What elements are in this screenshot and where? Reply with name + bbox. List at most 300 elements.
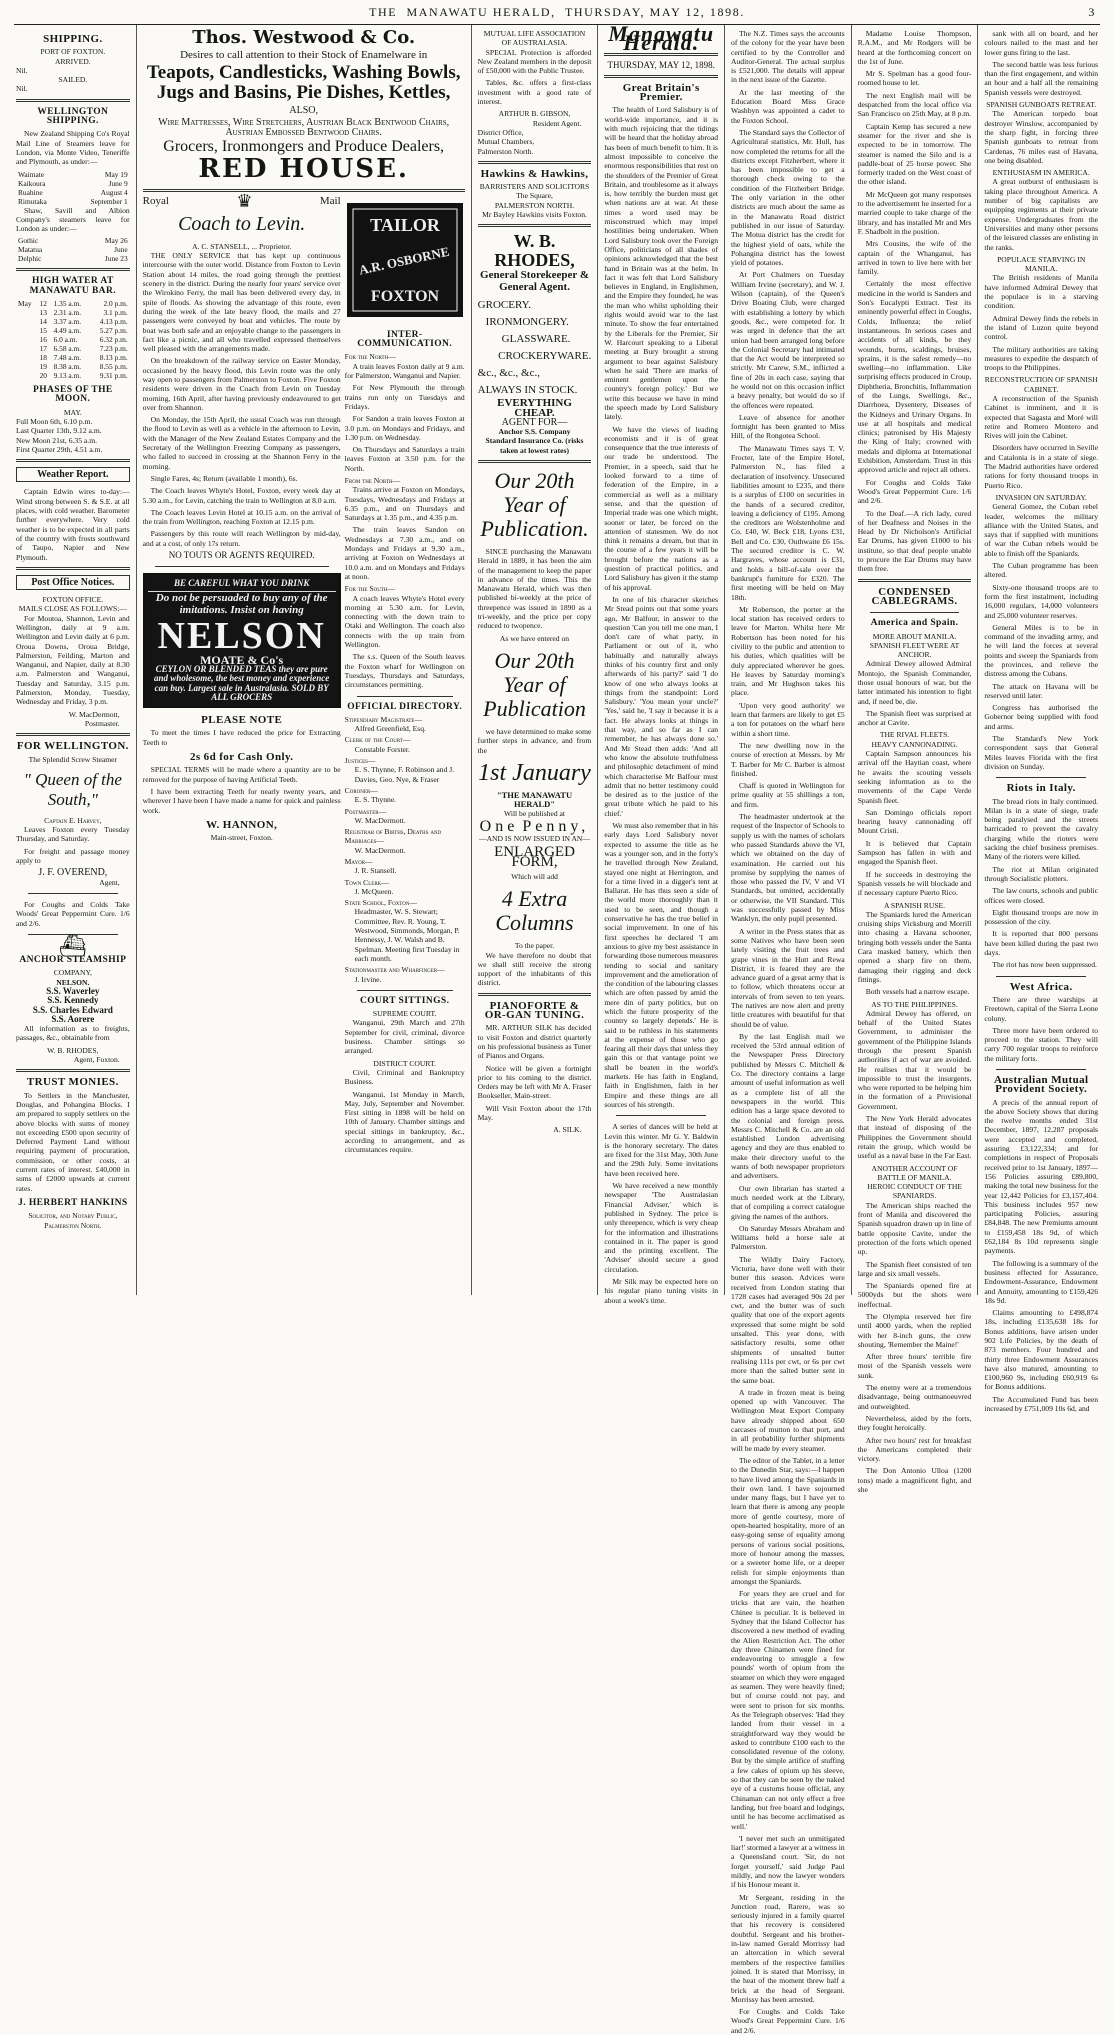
- col5-p4: At Port Chalmers on Tuesday William Irvine (secretary), and W. J. Wilson (captain), of the Queen's Drive Boating Club, were charged with establishing a lottery by which goods, &c., were competed for. It was urged in defence that the art union had been arranged long before the Colonial Secretary had intimated that the Act would be interpreted so strictly. Mr Carew, S.M., inflicted a fine of 20s in each case, saying that he would not on this occasion inflict a heavy penalty, but would do so if the offences were repeated.: [731, 270, 845, 410]
- anchor-company: COMPANY,: [53, 968, 92, 978]
- nelson-careful: BE CAREFUL WHAT YOU DRINK: [148, 579, 336, 591]
- tide-row-cell: 14: [39, 317, 47, 327]
- anchor-heading: ANCHOR STEAMSHIP: [19, 955, 127, 966]
- please-text: To meet the times I have reduced the price for Extracting Teeth to: [142, 728, 341, 747]
- tide-row-cell: 9.13 a.m.: [53, 371, 82, 381]
- anchor-info: All information as to freights, passages, &c., obtainable from: [16, 1024, 130, 1043]
- cable-7: The Spaniards lured the American cruising ships Vicksburg and Morrill into chasing a Havana schooner, bringing both vessels under the Santa Cara masked battery, which then opened a sharp fire on them, damaging their rigging and deck fittings.: [857, 909, 972, 984]
- coach-text-3: On Monday, the 15th April, the usual Coach was run through the flood to Levin as well as a vehicle in the afternoon to Levin, with the Manager of the New Zealand Estates Company and the Secretary of the Wellington Freezing Company as passengers, who failed to succeed in crossing at the Shannon Ferry in the morning.: [142, 415, 341, 471]
- cable-2: The Spanish fleet was surprised at anchor at Cavite.: [857, 708, 972, 728]
- post-office-heading: Post Office Notices.: [16, 575, 130, 590]
- silk-text: MR. ARTHUR SILK has decided to visit Foxton and district quarterly on his professional business as Tuner of Pianos and Organs.: [477, 1023, 592, 1061]
- col5-p7: Mr Robertson, the porter at the local station has received orders to leave for Marton. Whilst here Mr Robertson has been noted for his civility to the public and attention to his duties, which qualities will be duly appreciated wherever he goes. He leaves by Saturday morning's train, and Mr Hughson takes his place.: [731, 604, 845, 698]
- col6-p7: Certainly the most effective medicine in the world is Sanders and Son's Eucalypti Extract. Test its eminently powerful effect in Coughs, Colds, Influenza; the relief instantaneous. In serious cases and accidents of all kinds, be they wounds, burns, scaldings, bruises, sprains, it is the safest remedy—no swelling—no inflammation. Like surprising effects produced in Croup, Diphtheria, Bronchitis, Inflammation of the Lungs, Swellings, &c., Diarrhoea, Dysentery, Diseases of the Kidneys and Urinary Organs. In use at all hospitals and medical clinics; patronised by His Majesty the King of Italy; crowned with medals and diploma at International Exhibition, Amsterdam. Trust in this approved article and reject all others.: [857, 279, 972, 475]
- col6-p6: Mrs Cousins, the wife of the captain of the Whanganui, has arrived in town to live here with her family.: [857, 239, 972, 277]
- col5-p10: Chaff is quoted in Wellington for prime quality at 55 shillings a ton, and firm.: [731, 781, 845, 809]
- mla-heading: MUTUAL LIFE ASSOCIATION: [483, 29, 586, 38]
- coughs-ad-1: For Coughs and Colds Take Woods' Great Peppermint Cure. 1/6 and 2/6.: [16, 899, 130, 928]
- col7-p14: The attack on Havana will be reserved until later.: [984, 681, 1099, 700]
- postmaster-name: W. MacDermott,: [68, 709, 120, 719]
- col5-p15: On Saturday Messrs Abraham and Williams held a horse sale at Palmerston.: [731, 1223, 845, 1252]
- ship-row: [16, 236, 130, 245]
- tide-row-cell: 18: [39, 353, 47, 363]
- directory-holder: Headmaster, W. S. Stewart; Committee, Rev. R. Young, T. Westwood, Simmonds, Morgan, P. Hennessy, J. W. Walsh and B. Spelman. Meeting first Tuesday in each month.: [354, 907, 460, 963]
- cable-16: The enemy were at a tremendous disadvantage, being outmanoeuvred and outweighted.: [857, 1383, 972, 1411]
- district-text-2: Wanganui, 1st Monday in March, May, July, September and November. First sitting in 1898 will be held on 10th of January. Chamber sittings and special sittings in bankruptcy, &c., according to arrangement, and as circumstances require.: [344, 1089, 465, 1155]
- moon-month: MAY.: [63, 407, 82, 417]
- col5-p12: A writer in the Press states that as some Natives who have been seen lately visiting the fruit trees and grape vines in the Hutt and Rewa District, it is feared they are the advance guard of a great army that is to follow, which threatens occur at intervals of from seven to ten years. The natives are now alert and pretty little creatures with beautiful fur that should be of value.: [731, 926, 845, 1029]
- tide-row-cell: 4.13 p.m.: [99, 317, 128, 327]
- grocers-heading: Grocers, Ironmongers and Produce Dealers,: [163, 137, 445, 155]
- tide-row-cell: [16, 371, 38, 380]
- wire-mattresses: Wire Mattresses, Wire Stretchers, Austrian Black Bentwood Chairs, Austrian Embossed Bentwood Chairs.: [158, 117, 450, 138]
- spanish-ruse: A SPANISH RUSE.: [883, 900, 946, 910]
- tide-row-cell: 13: [39, 308, 47, 318]
- silk-signature: A. SILK.: [553, 1125, 582, 1135]
- gunboats-heading: SPANISH GUNBOATS RETREAT.: [986, 100, 1097, 110]
- ship-row-cell: June 9: [108, 178, 128, 188]
- ships-table-1: [16, 170, 130, 206]
- cable-10: The New York Herald advocates that instead of disposing of the Philippines the Government should retain the group, which would be useful as a naval base in the Far East.: [857, 1114, 972, 1161]
- col7-p10: General Gomez, the Cuban rebel leader, welcomes the military alliance with the United States, and says that if supplied with munitions of war the Cuban rebels would be able to finish off the Spaniards.: [984, 502, 1099, 558]
- weather-heading: Weather Report.: [16, 467, 130, 482]
- col5-p2: At the last meeting of the Education Board Miss Grace Washbyn was appointed a cadet to the Foxton School.: [731, 87, 845, 125]
- cable-3: Captain Sampson announces his arrival off the Haytian coast, where he awaits the scouting vessels seeking information as to the movements of the Cape Verde Spanish fleet.: [857, 749, 972, 805]
- mail-label: Mail: [319, 194, 341, 207]
- col4-p2: We have the views of leading economists and it is of great consequence that the true interests of our trade be understood. The Premier, in a speech, said that he looked forward to a time of federation of the Empire, in a commercial as well as a military sense, and that the question of Imperial trade was one which might, sooner or later, be forced on the attention of statesmen. We do not think it remains a dream, but that in the course of a few years it will be brought before the nations as a question of practical politics, and Lord Salisbury has given it the stamp of his approval.: [604, 424, 719, 592]
- moon-heading: PHASES OF THE MOON.: [33, 385, 113, 405]
- column-4: [598, 21, 725, 1305]
- teeth-price: 2s 6d for Cash Only.: [189, 751, 294, 764]
- col7-p25: A precis of the annual report of the above Society shows that during the twelve months ended 31st December, 1897, 12,287 proposals were accepted and completed, assuring £3,122,334; and for completions in respect of Proposals received prior to 1st January, 1897—156 Policies assuring £89,800, making the total new business for the year 12,442 Policies for £3,157,404. This business includes 957 new participating Policies, assuring £84,848. The new Premiums amount to £159,458 18s 9d, of which £62,184 8s 10d represents single payments.: [984, 1097, 1099, 1256]
- tide-row-cell: 6.0 a.m.: [53, 335, 78, 345]
- wellington-intro: New Zealand Shipping Co's Royal Mail Line of Steamers leave for London, via Monte Video, Teneriffe and Plymouth, as under:—: [16, 129, 130, 167]
- tide-row-cell: 5.27 p.m.: [99, 326, 128, 336]
- weather-text: Captain Edwin wires to-day:—Wind strong between S. & S.E. at all places, with cold weather. Barometer further everywhere. Very cold weather is to be expected in all parts of the country with frosts southward of Taupo, Napier and New Plymouth.: [16, 487, 130, 562]
- col7-p18: The riot at Milan originated through Socialistic plotters.: [984, 864, 1099, 883]
- tide-heading: HIGH WATER AT MANAWATU BAR.: [29, 276, 116, 296]
- westwood-desires: Desires to call attention to their Stock of Enamelware in: [180, 48, 428, 61]
- coach-text-5: The Coach leaves Whyte's Hotel, Foxton, every week day at 5.30 a.m., for Levin, catching the train to Wellington at 8.0 a.m.: [142, 486, 341, 505]
- coach-text-7: Passengers by this route will reach Wellington by mid-day, and at a cost, of only 17s return.: [142, 529, 341, 548]
- directory-holder: E. S. Thynne.: [354, 795, 397, 805]
- tide-row-cell: [16, 317, 38, 326]
- tide-row-cell: 20: [39, 371, 47, 381]
- col5-p6: The Manawatu Times says T. V. Frocter, late of the Empire Hotel, Palmerston N., has filed a declaration of insolvency. Unsecured liabilities amount to £235, and there is a surplus of £100 on securities in the hands of a secured creditor, leaving a deficiency of £195. Among the creditors are Wolstenholme and Co. £40, W. Beck £18, Lyons £31, Bell and Co. £30, Outhwaite £6 15s. The secured creditor is C. W. Hargraves, whose account is £31, and holds a bill-of-sale over the bankrupt's furniture for £320. The first meeting will be held on May 18th.: [731, 443, 845, 602]
- supreme-heading: SUPREME COURT.: [372, 1009, 437, 1019]
- anchor-ship-name: S.S. Kennedy: [47, 995, 99, 1006]
- sailed-nil: Nil.: [16, 84, 28, 94]
- tailor-text-1: TAILOR: [369, 214, 440, 235]
- gibson-name: ARTHUR B. GIBSON,: [498, 109, 571, 119]
- foxton-office: FOXTON OFFICE.: [42, 595, 104, 605]
- hawkins-heading: Hawkins & Hawkins,: [480, 167, 589, 180]
- col7-p28: The Accumulated Fund has been increased by £751,009 10s 6d, and: [984, 1394, 1099, 1414]
- col4-p1: The health of Lord Salisbury is of world-wide importance, and it is with much rejoicing that the tidings will be heard that the holiday abroad has been of much benefit to him. It is almost impossible to conceive the enormous responsibilities that rest on the shoulders of the Premier of Great Britain, and troublesome as it always is, how terribly the burden must get when nations are at war. At these times a word used may be misconstrued which may impel hostilities being undertaken. When Lord Salisbury took over the Foreign Office, politicians of all shades of opinions acknowledged that the best hand in Britain was at the helm. In fact it was felt that Lord Salisbury believes in England, in Englishmen, and the Empire they founded, he was the man who whilst upholding their rights would avoid war to the last minute. To show the fear entertained by the Liberals for the Premier, Sir W. Harcourt speaking to a Liberal meeting at Bury brought a strong argument to bear against Salisbury when he said 'There are marks of eminent gentlemen upon the country's foreign policy.' But we write this because we have in mind the speech made by Lord Salisbury lately.: [604, 105, 719, 422]
- directory-holder: J. Irvine.: [354, 974, 382, 984]
- directory-office: Registrar of Births, Deaths and Marriages—: [344, 827, 442, 846]
- tide-row-cell: 2.31 a.m.: [53, 308, 82, 318]
- tide-row-cell: 3.37 a.m.: [53, 317, 82, 327]
- tide-row-cell: 16: [39, 335, 47, 345]
- hankins-place: Palmerston North.: [44, 1220, 102, 1230]
- directory-holder: W. MacDermott.: [354, 815, 406, 825]
- ship-row-cell: May 26: [104, 236, 128, 246]
- cable-17: Nevertheless, aided by the forts, they fought heroically.: [857, 1413, 972, 1433]
- sailed-heading: SAILED.: [58, 75, 88, 85]
- col4-p7: Mr Silk may be expected here on his regular piano tuning visits in about a week's time.: [604, 1277, 719, 1305]
- westwood-heading: Thos. Westwood & Co.: [192, 27, 416, 48]
- directory-office: Stipendiary Magistrate—: [344, 714, 423, 724]
- cable-6: If he succeeds in destroying the Spanish vessels he will blockade and if necessary capture Puerto Rico.: [857, 869, 972, 898]
- special-terms: SPECIAL TERMS will be made where a quantity are to be removed for the purpose of having Artificial Teeth.: [142, 765, 341, 784]
- anchor-ship-name: S.S. Charles Edward: [32, 1004, 113, 1015]
- tide-row-cell: [16, 335, 38, 344]
- directory-office: Coroner—: [344, 785, 378, 795]
- overend-title: Agent,: [99, 877, 120, 887]
- heavy-cannonading: HEAVY CANNONADING.: [871, 739, 958, 749]
- col5-p18: The editor of the Tablet, in a letter to the Dunedin Star, says:—I happen to have lived among the Spaniards in their own land. I have sojourned under many flags, but I have yet to learn that there is among any people more of gentle courtesy, more of open-hearted hospitality, more of an easy-going sense of equality among persons of various social positions, more of honour among the masses, or a sweeter home life, or a deeper relish for simple enjoyments than amongst the Spaniards.: [731, 1455, 845, 1586]
- for-wellington-heading: FOR WELLINGTON.: [16, 740, 129, 753]
- tide-row-cell: 7.23 p.m.: [99, 344, 128, 354]
- col7-p24: Three more have been ordered to proceed to the station. They will carry 700 regular troops to reinforce the military forts.: [984, 1025, 1099, 1063]
- col6-p3: The next English mail will be despatched from the local office via San Francisco on 25th May, at 8 p.m.: [857, 90, 972, 119]
- tide-row-cell: 17: [39, 344, 47, 354]
- col6-p4: Captain Kemp has secured a new steamer for the river and she is expected to be in tomorrow. The steamer is named the Silo and is a paddle-boat of 25 horse power. She formerly traded on the West coast of the other island.: [857, 121, 972, 187]
- tide-row-cell: 4.49 a.m.: [53, 326, 82, 336]
- directory-office: Town Clerk—: [344, 877, 389, 887]
- from-north-2: The train leaves Sandon on Wednesdays at 7.30 a.m., and on Mondays and Fridays at 9.30 a.m., arriving at Foxton on Wednesdays at 10.0 a.m. and on Mondays and Fridays at noon.: [344, 525, 465, 581]
- standard-insurance: Standard Insurance Co. (risks taken at lowest rates): [485, 436, 584, 455]
- cable-14: The Olympia reserved her fire until 4000 yards, when the replied with her 8-inch guns, the crew shouting, 'Remember the Maine!': [857, 1312, 972, 1349]
- america-spain: America and Spain.: [870, 618, 959, 629]
- ship-row: [16, 254, 130, 263]
- from-north-1: Trains arrive at Foxton on Mondays, Tuesdays, Wednesdays and Fridays at 6.35 p.m., and on Thursdays and Saturdays at 1.35 p.m., and 4.35 p.m.: [344, 485, 465, 523]
- gibson-place: Palmerston North.: [477, 146, 534, 156]
- populace-heading: POPULACE STARVING IN MANILA.: [997, 254, 1086, 274]
- paper-title: Manawatu Herald.: [608, 21, 715, 56]
- anchor-ship-name: S.S. Aorere: [51, 1013, 95, 1024]
- south-1: A coach leaves Whyte's Hotel every morning at 5.30 a.m. for Levin, connecting with the down train to Otaki and Wellington. The coach also connects with the up train from Wellington.: [344, 593, 465, 650]
- mla-text-2: Tables, &c. offers a first-class investment with a good rate of interest.: [477, 78, 592, 107]
- col4-p4: We must also remember that in his early days Lord Salisbury never expected to assume the title as he was a younger son, and in the forty's he travelled through New Zealand, stayed one night at Herrington, and for a time lived in a digger's tent at Ballarat. He has thus seen a side of the world more thoroughly than it used to be seen, and though a conservative he has the true belief in social improvement. In one of his first speeches he declared 'I am anxious to give my best assistance in forwarding those numerous measures tending to social and sanitary improvement and the amelioration of the condition of the labouring classes which are often passed by amid the mere din of party politics, but on which the future prosperity of the country so largely depends.' He is said to be ruthless in his statements at the expense of those who go fearing all their days that unless they gain this or that vantage point we shall be beaten in the world's markets. He has faith in England, faith in Englishmen, faith in her Empire and these things are all sources of his strength.: [604, 821, 719, 1109]
- col7-p27: Claims amounting to £498,874 18s, including £135,638 18s for Bonus additions, have arisen under 902 Life Policies, by the death of 873 members. Four hundred and thirty three Endowment Assurances have also matured, amounting to £100,960 9s, including £60,919 6s for Bonus additions.: [984, 1308, 1099, 1392]
- tide-row-cell: 7.48 a.m.: [53, 353, 82, 363]
- directory-office: State School, Foxton—: [344, 898, 418, 908]
- coach-text-6: The Coach leaves Levin Hotel at 10.15 a.m. on the arrival of the train from Wellington, reaching Foxton at 12.15 p.m.: [142, 507, 341, 527]
- ship-icon: ⛴: [58, 932, 87, 958]
- ship-row-cell: May 19: [104, 169, 128, 179]
- queen-of-south: " Queen of the South,": [23, 769, 122, 809]
- anchor-ship-name: S.S. Waverley: [46, 986, 100, 996]
- cable-8: Both vessels had a narrow escape.: [865, 987, 970, 997]
- col7-p5: The British residents of Manila have informed Admiral Dewey that the populace is in a starving condition.: [984, 273, 1099, 311]
- also: ALSO,: [289, 105, 318, 117]
- tide-row: [16, 299, 130, 308]
- ships-table-2: [16, 236, 130, 263]
- col5-p14: Our own librarian has started a much needed work at the Library, that of compiling a correct catalogue giving the names of the authors.: [731, 1183, 845, 1221]
- since-text: SINCE purchasing the Manawatu Herald in 1889, it has been the aim of the management to keep the paper in advance of the times. This the Manawatu Herald, which was then published bi-weekly at the price of threepence was issued in 1890 as a tri-weekly, and the price per copy reduced to twopence.: [477, 547, 592, 631]
- no-touts: NO TOUTS OR AGENTS REQUIRED.: [168, 550, 315, 561]
- col7-p9: Disorders have occurred in Seville and Catalonia is in a state of siege. The Madrid authorities have ordered rations for forty thousand troops in Puerto Rico.: [984, 443, 1099, 490]
- directory-holder: Alfred Greenfield, Esq.: [354, 724, 426, 734]
- col6-p1: Madame Louise Thompson, R.A.M., and Mr Rodgers will be heard at the forthcoming concert on the 1st of June.: [857, 29, 972, 66]
- mla-heading-2: OF AUSTRALASIA.: [501, 38, 568, 48]
- directory-office: Stationmaster and Wharfinger—: [344, 965, 445, 975]
- tide-table: [16, 299, 130, 380]
- col7-p4: A great outburst of enthusiasm is taking place throughout America. A number of big capitalists are equipping regiments at their private expense. Undergraduates from the Universities and many other persons of the leisured classes are enlisting in the ranks.: [984, 177, 1099, 252]
- captain: Captain E. Harvey,: [44, 815, 102, 825]
- agent-for: AGENT FOR—: [501, 416, 568, 428]
- extra-columns: 4 Extra Columns: [495, 886, 574, 936]
- col7-p21: It is reported that 800 persons have been killed during the past two days.: [984, 929, 1099, 958]
- rhodes-etc: &c., &c., &c.,: [477, 367, 540, 380]
- directory-holder: J. R. Stansell.: [354, 866, 397, 876]
- masthead-date: THURSDAY, MAY 12, 1898.: [564, 4, 745, 19]
- col7-p11: The Cuban programme has been altered.: [984, 561, 1099, 580]
- moon-phase: New Moon 21st, 6.35 a.m.: [16, 435, 97, 445]
- moon-phase: Full Moon 6th, 6.10 p.m.: [16, 416, 93, 426]
- another-account: ANOTHER ACCOUNT OF BATTLE OF MANILA.: [871, 1163, 958, 1182]
- page-number: 3: [1088, 5, 1096, 19]
- col7-p7: The military authorities are taking measures to expedite the despatch of troops to the Philippines.: [984, 344, 1099, 373]
- col6-p2: Mr S. Spelman has a good four-roomed house to let.: [857, 69, 972, 88]
- col7-p13: General Miles is to be in command of the invading army, and he will land the forces at several points and sweep the Spaniards from the provinces, and relieve the distress among the Cubans.: [984, 622, 1099, 679]
- tailor-text-2: A.R. OSBORNE: [357, 243, 451, 278]
- col7-p6: Admiral Dewey finds the rebels in the island of Luzon quite beyond control.: [984, 313, 1099, 342]
- col5-p20: 'I never met such an unmitigated liar!' stormed a lawyer at a witness in a Queensland court. 'Sir, do not forget yourself,' said Judge Paul mildly, and now the lawyer wonders if his Honour meant it.: [731, 1833, 845, 1890]
- col7-p16: The Standard's New York correspondent says that General Miles leaves Florida with the first division on Sunday.: [984, 734, 1099, 771]
- ship-row-cell: June: [114, 245, 128, 255]
- ship-row-cell: September 1: [90, 196, 128, 206]
- silk-text-3: Will Visit Foxton about the 17th May.: [477, 1103, 592, 1122]
- col5-p21: Mr Sergeant, residing in the Junction road, Rarere, was so seriously injured in a family quarrel that his recovery is considered doubtful. Sergeant and his brother-in-law named Gerald Morrissy had an altercation in which several members of the respective families joined. It is stated that Morrissy, in the heat of the moment threw half a brick at the head of Sergeant. Morrissy has been arrested.: [731, 1892, 845, 2004]
- coach-to-levin: Coach to Levin.: [178, 212, 306, 235]
- rhodes-always: ALWAYS IN STOCK.: [477, 384, 578, 397]
- tide-row-cell: 3.1 p.m.: [103, 308, 128, 318]
- riots-heading: Riots in Italy.: [1006, 782, 1076, 795]
- trust-monies-heading: TRUST MONIES.: [26, 1076, 119, 1089]
- ship-row-cell: Kaikoura: [18, 178, 46, 188]
- anchor-agent-title: Agent, Foxton.: [73, 1055, 120, 1065]
- south-2: The s.s. Queen of the South leaves the Foxton wharf for Wellington on Tuesdays, Thursdays and Saturdays, circumstances permitting.: [344, 652, 465, 690]
- postmaster-title: Postmaster.: [84, 718, 120, 728]
- district-text: Civil, Criminal and Bankruptcy Business.: [344, 1067, 465, 1087]
- ship-row-cell: Waimate: [18, 169, 45, 179]
- nelson-persuaded: Do not be persuaded to buy any of the imitations. Insist on having: [155, 591, 328, 616]
- hannon-address: Main-street, Foxton.: [210, 833, 273, 843]
- tailor-logo: [345, 201, 465, 319]
- shaw-intro: Shaw, Savill and Albion Company's steamers leave for London as under:—: [16, 205, 130, 234]
- gibson-title: Resident Agent.: [532, 118, 582, 128]
- col7-p1: sank with all on board, and her colours nailed to the mast and her lower guns firing to the last.: [984, 29, 1099, 57]
- court-heading: COURT SITTINGS.: [359, 995, 450, 1006]
- directory-holder: J. McQueen.: [354, 886, 394, 896]
- hawkins-place: PALMERSTON NORTH.: [494, 200, 575, 210]
- col5-p13: By the last English mail we received the 53rd annual edition of the Newspaper Press Directory published by Messrs C. Mitchell & Co. The directory contains a large amount of useful information as well as a complete list of all the newspapers in the world. This edition has a large space devoted to the colonial and foreign press. Messrs C. Mitchell & Co. are an old established London advertising agency and they are thus enabled to make their directory useful to the wants of both newspaper proprietors and advertisers.: [731, 1031, 845, 1181]
- overend-name: J. F. OVEREND,: [38, 867, 108, 879]
- ship-row-cell: Gothic: [18, 236, 39, 246]
- mla-text: SPECIAL Protection is afforded New Zealand members in the deposit of £50,000 with the Public Trustee.: [477, 47, 592, 76]
- rhodes-crockery: CROCKERYWARE.: [498, 350, 592, 363]
- rhodes-glassware: GLASSWARE.: [501, 333, 571, 346]
- tide-row-cell: 19: [39, 362, 47, 372]
- silk-text-2: Notice will be given a fortnight prior to his coming to the district. Orders may be left with Mr A. Fraser Bookseller, Main-street.: [477, 1063, 592, 1101]
- directory-heading: OFFICIAL DIRECTORY.: [347, 701, 463, 712]
- arrived-nil: Nil.: [16, 65, 28, 75]
- col6-p9: To the Deaf.—A rich lady, cured of her Deafness and Noises in the Head by Dr Nicholson's Artificial Ear Drums, has given £1000 to his institute, so that deaf people unable to procure the Ear Drums may have them free.: [857, 508, 972, 574]
- tide-row-cell: 6.32 p.m.: [99, 335, 128, 345]
- masthead-title: MANAWATU HERALD,: [406, 4, 556, 19]
- nelson-ceylon: CEYLON OR BLENDED TEAS they are pure and wholesome, the best money and experience can buy. Largest sale in Australasia. SOLD BY ALL GROCERS: [154, 663, 330, 702]
- ship-row: [16, 170, 130, 179]
- heroic-conduct: HEROIC CONDUCT OF THE SPANIARDS.: [867, 1182, 962, 1201]
- cable-12: The Spanish fleet consisted of ten large and six small vessels.: [857, 1259, 972, 1278]
- determined-text: we have determined to make some further steps in advance, and from the: [477, 726, 592, 755]
- tide-row: [16, 335, 130, 344]
- col6-p5: Mr McQueen got many responses to the advertisement he inserted for a married couple to take charge of the library, and has installed Mr and Mrs F. Shadbolt in the position.: [857, 189, 972, 236]
- cable-5: It is believed that Captain Sampson has fallen in with and engaged the Spanish fleet.: [857, 838, 972, 867]
- col4-p3: In one of his character sketches Mr Stead points out that some years ago, Mr Balfour, in answer to the question 'Can you tell me one man, I don't care of what party, in Parliament or out of it, who habitually and naturally always thinks of his country first and only afterwards of his party?' said 'I do know of one who always looks at things from the standpoint: Lord Salisbury.' 'You mean your uncle?' 'Yes,' said he, 'I say it because it is a fact. He always looks at things in that way, and so far as I can remember, he has always done so.' And Mr Stead then adds: 'And all who know the absolute truthfulness and philosophic detachment of mind which characterise Mr Balfour must admit that no better testimony could be desired as to the justice of the great tribute which he paid to his chief.': [604, 594, 719, 818]
- ship-row-cell: Delphic: [18, 254, 42, 264]
- tide-row: [16, 326, 130, 335]
- col5-p17: A trade in frozen meat is being opened up with Vancouver. The Wellington Meat Export Company have already shipped about 650 carcases of mutton to that port, and in all probability further shipments will be made by every steamer.: [731, 1387, 845, 1453]
- tide-row-cell: 2.0 p.m.: [103, 299, 128, 309]
- gibson-chambers: Mutual Chambers,: [477, 137, 535, 147]
- directory-office: Justices—: [344, 756, 376, 766]
- to-paper: To the paper.: [514, 941, 555, 951]
- rhodes-list: [478, 297, 592, 399]
- twentieth-year-2: Our 20th Year of Publication: [483, 647, 586, 721]
- nelson-tea-ad: [143, 573, 341, 708]
- for-north: For the North—: [344, 352, 396, 362]
- district-heading: DISTRICT COURT.: [373, 1058, 436, 1068]
- tide-row: [16, 344, 130, 353]
- nelson-brand: NELSON: [157, 614, 326, 657]
- tide-row-cell: 8.13 p.m.: [99, 353, 128, 363]
- enthusiasm-heading: ENTHUSIASM IN AMERICA.: [992, 168, 1090, 178]
- gibson-office: District Office,: [477, 127, 524, 137]
- tide-row: [16, 308, 130, 317]
- tide-row-cell: [16, 362, 38, 371]
- col4-p6: We have received a new monthly newspaper 'The Australasian Financial Adviser,' which is published in Sydney. The price is only threepence, which is very cheap for the information and illustrations contained in it. The paper is good and the printing excellent. The 'Adviser' should secure a good circulation.: [604, 1181, 719, 1274]
- issued-in: —AND IS NOW ISSUED IN AN—: [478, 834, 591, 844]
- hawkins-square: The Square,: [516, 191, 553, 201]
- col5-p5: Leave of absence for another fortnight has been granted to Miss Hill, of the Rongotea School.: [731, 412, 845, 441]
- tide-row-cell: 1.35 a.m.: [53, 299, 82, 309]
- col7-p22: The riot has now been suppressed.: [992, 960, 1097, 970]
- shipping-heading: SHIPPING.: [43, 33, 103, 45]
- col5-p9: The new dwelling now in the course of erection at Messrs. by Mr T. Barber for Mr C. Barber is almost finished.: [731, 740, 845, 778]
- fleet-heading: SPANISH FLEET WERE AT ANCHOR.: [869, 640, 960, 660]
- cable-4: San Domingo officials report hearing heavy cannonading off Mount Cristi.: [857, 807, 972, 836]
- published-at: Will be published at: [503, 809, 566, 819]
- port-heading: PORT OF FOXTON.: [40, 47, 106, 57]
- rhodes-heading: W. B. RHODES,: [494, 231, 575, 271]
- cable-15: After three hours' terrible fire most of the Spanish vessels were sunk.: [857, 1352, 972, 1380]
- tide-row: [16, 353, 130, 362]
- cable-11: The American ships reached the front of Manila and discovered the Spanish squadron drawn up in line of battle opposite Cavite, under the protection of the forts which opened up.: [857, 1200, 972, 1257]
- cable-1: Admiral Dewey allowed Admiral Montojo, the Spanish Commander, those usual honours of war, but the latter intimated his intention to fight and, if need be, die.: [857, 659, 972, 706]
- extracted-text: I have been extracting Teeth for nearly twenty years, and wherever I have been I have made a name for quick and painless work.: [142, 786, 341, 815]
- hannon-name: W. HANNON,: [206, 818, 278, 831]
- col5-p11: The headmaster undertook at the request of the Inspector of Schools to supply us with the names of scholars who passed Standards above the VI, which we obtained on the day of examination. He carried out his promise by supplying the names of those who passed the IV, V and VI Standards, but omitted, accidentally or otherwise, the VII Standard. This was successfully passed by Miss Wanklyn, the only pupil presented.: [731, 812, 845, 924]
- directory-office: Postmaster—: [344, 806, 387, 816]
- reconstruction-heading: RECONSTRUCTION OF SPANISH CABINET.: [984, 375, 1098, 394]
- hankins-title: Solicitor, and Notary Public,: [28, 1211, 118, 1221]
- tide-row-cell: 6.58 a.m.: [53, 344, 82, 354]
- directory-office: Clerk of the Court—: [344, 735, 411, 745]
- col5-p22: For Coughs and Colds Take Wood's Great Peppermint Cure. 1/6 and 2/6.: [731, 2007, 845, 2035]
- coach-text-4: Single Fares, 4s; Return (available 1 month), 6s.: [150, 473, 298, 483]
- column-3: [472, 25, 599, 1295]
- coach-ad: [142, 190, 341, 1158]
- anchor-ships: [16, 987, 130, 1024]
- wellington-shipping-heading: WELLINGTON SHIPPING.: [37, 106, 109, 127]
- royal-crest-icon: ♛: [236, 190, 253, 211]
- paper-date: THURSDAY, MAY 12, 1898.: [607, 59, 715, 70]
- entered-text: As we have entered on: [499, 633, 570, 643]
- anchor-company-agent: Anchor S.S. Company: [498, 427, 571, 437]
- col5-p8: 'Upon very good authority' we learn that farmers are likely to get £5 a ton for potatoes on the wharf here within a short time.: [731, 700, 845, 738]
- first-january: 1st January: [478, 759, 591, 786]
- piano-heading: PIANOFORTE & OR-GAN TUNING.: [484, 999, 585, 1022]
- ship-row-cell: Rimutaka: [18, 196, 47, 206]
- penny: Penny,: [522, 817, 590, 835]
- one-penny: [478, 817, 592, 835]
- ship-row-cell: Ruahine: [18, 187, 43, 197]
- anchor-nelson: NELSON.: [56, 977, 90, 987]
- col7-p19: The law courts, schools and public offices were closed.: [984, 886, 1099, 905]
- teapots-heading: Teapots, Candlesticks, Washing Bowls, Jugs and Basins, Pie Dishes, Kettles,: [146, 62, 461, 104]
- royal-label: Royal: [142, 194, 169, 207]
- leaves-foxton: Leaves Foxton every Tuesday Thursday, and Saturday.: [16, 825, 130, 844]
- trust-text: To Settlers in the Manchester, Douglas, and Pohangina Blocks. I am prepared to supply settlers on the above blocks with sums of money not exceeding £500 upon security of Deferred Payment Land without requiring payment of procuration, commission, or other costs, at current rates of interest. £40,000 in sums of £2000 upwards at current rates.: [16, 1090, 130, 1193]
- coach-text-2: On the breakdown of the railway service on Easter Monday, occasioned by the heavy flood, this Levin route was the only way open to passengers from Palmerston to Foxton. Five Foxton residents were driven in the Coach from Levin on Tuesday morning, 16th April, after having previously endeavoured to get over from Shannon.: [142, 356, 341, 412]
- timetable-column: [345, 197, 465, 1158]
- tide-row-cell: May: [18, 299, 32, 309]
- directory-office: Mayor—: [344, 856, 373, 866]
- column-1: [10, 25, 137, 1295]
- col5-p3: The Standard says the Collector of Agricultural statistics, Mr. Hull, has now completed the returns for all the districts except Fitzherbert, where it has been impossible to get a thorough check owing to the condition of the Fitzherbert Bridge. The only variation in the other districts are much about the same as in the Manawatu Road district published in our issue of Saturday. The Motua district has the credit for the highest yield of oats, while the Pohangina district has the lowest yield of potatoes.: [731, 127, 845, 268]
- arrived-heading: ARRIVED.: [55, 56, 91, 66]
- col7-p2: The second battle was less furious than the first engagement, and within an hour and a half all the remaining Spanish vessels were destroyed.: [984, 59, 1099, 97]
- tide-row: [16, 317, 130, 326]
- one: One: [479, 817, 519, 835]
- coach-text-1: THE ONLY SERVICE that has kept up continuous intercourse with the outer world. Distance from Foxton to Levin Station about 14 miles, the road going through the prettiest scenery in the district. During the nearly four years' service over the Wirokino Ferry, the mail has been delivered every day, in spite of floods. As showing the advantage of this route, even during the week of the late heavy flood, the mails and 27 passengers were conveyed by boat and vehicles. The route by boat was both safe and an enjoyable change to the passengers in fact like a picnic, and all who travelled expressed themselves well pleased with the arrangements made.: [142, 251, 341, 354]
- ship-row-cell: August 4: [100, 187, 128, 197]
- masthead-left: THE: [369, 4, 398, 19]
- cablegrams-heading: CONDENSED CABLEGRAMS.: [871, 585, 958, 607]
- red-house: RED HOUSE.: [198, 154, 409, 185]
- directory-holder: Constable Forster.: [354, 744, 410, 754]
- cable-9: Admiral Dewey has offered, on behalf of the United States Government, to administer the government of the Philippine Islands through the present Spanish authorities if act of war are avoided. He realises that it would be impossible to trust the insurgents, who were reported to be helping him in the formation of a Provisional Government.: [857, 1008, 972, 1111]
- col4-p5: A series of dances will be held at Levin this winter. Mr G. Y. Baldwin is the honorary secretary. The dates are fixed for the 31st May, 30th June and the 29th July. Some invitations have been received here.: [604, 1122, 719, 1178]
- west-africa-heading: West Africa.: [1009, 980, 1073, 993]
- hawkins-visits: Mr Bayley Hawkins visits Foxton.: [482, 210, 587, 220]
- moon-phase: First Quarter 29th, 4.51 a.m.: [16, 444, 103, 454]
- col5-p1: The N.Z. Times says the accounts of the colony for the year have been certified to by the Controller and Auditor-General. The actual surplus is £521,000. The details will appear in the next issue of the Gazette.: [731, 29, 845, 85]
- rival-fleets: THE RIVAL FLEETS.: [879, 730, 950, 740]
- ship-row-cell: June 23: [104, 254, 128, 264]
- hawkins-barristers: BARRISTERS AND SOLICITORS: [479, 182, 590, 192]
- cable-19: The Don Antonio Ulloa (1200 tons) made a magnificent fight, and she: [857, 1466, 972, 1495]
- col7-p8: A reconstruction of the Spanish Cabinet is imminent, and it is expected that Sagasta and Moré will retire and Romero Montero and Rives will join the Cabinet.: [984, 393, 1099, 441]
- nelson-moate: MOATE & Co's: [200, 652, 284, 667]
- north-1: A train leaves Foxton daily at 9 a.m. for Palmerston, Wanganui and Napier.: [344, 361, 465, 381]
- tide-row-cell: 12: [39, 299, 47, 309]
- tide-row-cell: [16, 353, 38, 362]
